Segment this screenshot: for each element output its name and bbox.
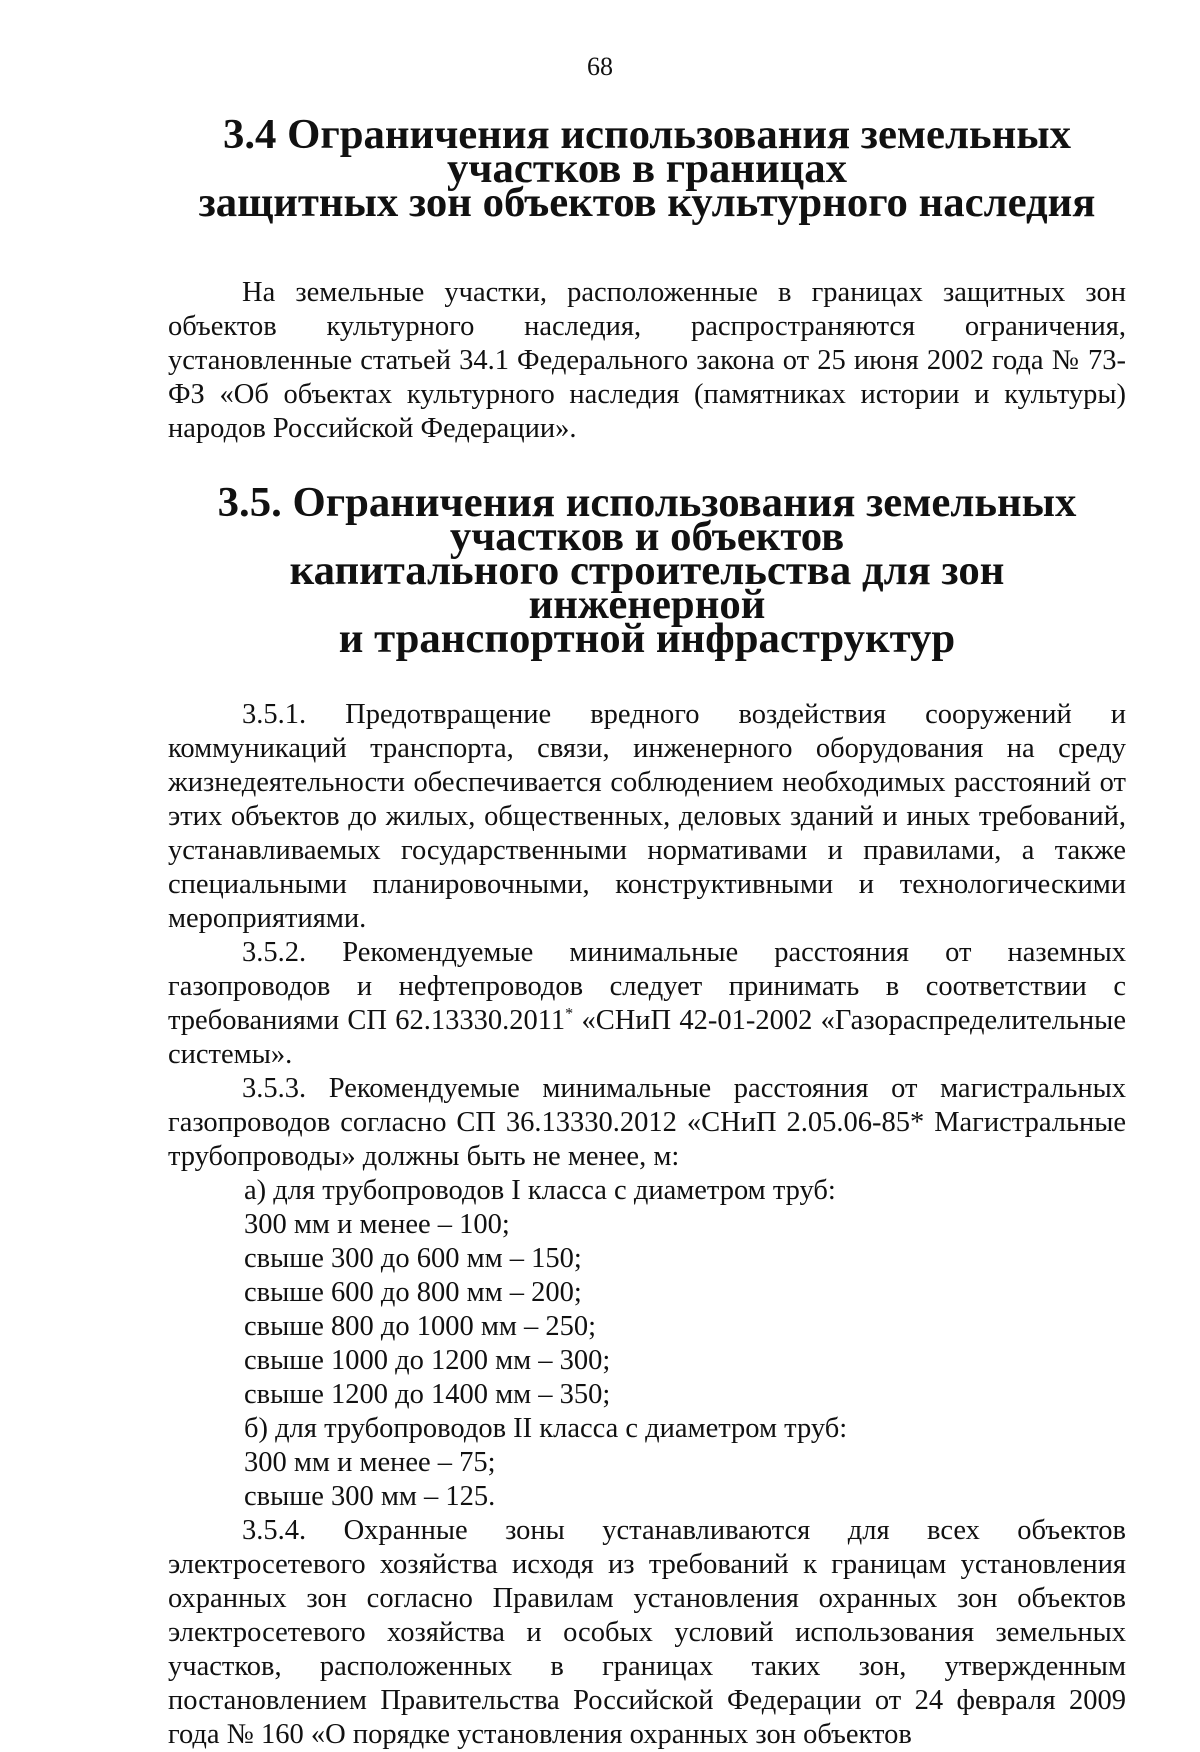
page-content <box>168 111 1126 1752</box>
section-3-4-heading-line1: 3.4 Ограничения использования земельных участков в границах <box>222 111 1071 192</box>
section-3-4-heading-line2: защитных зон объектов культурного наследия <box>198 179 1096 226</box>
paragraph-3-5-2-text: 3.5.2. Рекомендуемые минимальные расстояния от наземных газопроводов и нефтепроводов следует принимать в соответствии с требованиями СП 62.13330.2011 <box>168 937 1126 1036</box>
list-item: свыше 300 до 600 мм – 150; <box>244 1243 582 1274</box>
section-3-5-heading-line3: и транспортной инфраструктур <box>338 615 956 662</box>
class-a-title: а) для трубопроводов I класса с диаметром труб: <box>244 1175 836 1206</box>
section-3-5-heading-line2: капитального строительства для зон инженерной <box>289 547 1005 628</box>
paragraph-3-5-2 <box>168 936 1126 1072</box>
class-b-title: б) для трубопроводов II класса с диаметром труб: <box>244 1413 848 1444</box>
list-item: свыше 300 мм – 125. <box>244 1481 496 1512</box>
paragraph-3-5-2-text-end: «СНиП 42-01-2002 «Газораспределительные системы». <box>168 1005 1126 1070</box>
list-item: свыше 1000 до 1200 мм – 300; <box>244 1345 611 1376</box>
list-item: свыше 800 до 1000 мм – 250; <box>244 1311 597 1342</box>
section-3-5-heading <box>168 479 1126 662</box>
paragraph-3-5-3: 3.5.3. Рекомендуемые минимальные расстояния от магистральных газопроводов согласно СП 36.13330.2012 «СНиП 2.05.06-85* Магистральные трубопроводы» должны быть не менее, м: <box>168 1073 1126 1172</box>
paragraph-3-5-4: 3.5.4. Охранные зоны устанавливаются для всех объектов электросетевого хозяйства исходя из требований к границам установления охранных зон согласно Правилам установления охранных зон объектов электросетевого хозяйства и особых условий использования земельных участков, расположенных в границах таких зон, утвержденным постановлением Правительства Российской Федерации от 24 февраля 2009 года № 160 «О порядке установления охранных зон объектов <box>168 1515 1126 1750</box>
list-item: свыше 600 до 800 мм – 200; <box>244 1277 582 1308</box>
section-3-4-heading <box>168 111 1126 226</box>
section-3-5-heading-line1: 3.5. Ограничения использования земельных участков и объектов <box>217 479 1077 560</box>
list-item: свыше 1200 до 1400 мм – 350; <box>244 1379 611 1410</box>
list-item: 300 мм и менее – 75; <box>244 1447 496 1478</box>
section-3-4-paragraph: На земельные участки, расположенные в границах защитных зон объектов культурного наследия, распространяются ограничения, установленные статьей 34.1 Федерального закона от 25 июня 2002 года № 73-ФЗ «Об объектах культурного наследия (памятниках истории и культуры) народов Российской Федерации». <box>168 277 1126 444</box>
paragraph-3-5-1: 3.5.1. Предотвращение вредного воздействия сооружений и коммуникаций транспорта, связи, инженерного оборудования на среду жизнедеятельности обеспечивается соблюдением необходимых расстояний от этих объектов до жилых, общественных, деловых зданий и иных требований, устанавливаемых государственными нормативами и правилами, а также специальными планировочными, конструктивными и технологическими мероприятиями. <box>168 699 1126 934</box>
footnote-asterisk: * <box>565 1005 574 1023</box>
list-item: 300 мм и менее – 100; <box>244 1209 510 1240</box>
page-number: 68 <box>587 52 613 81</box>
